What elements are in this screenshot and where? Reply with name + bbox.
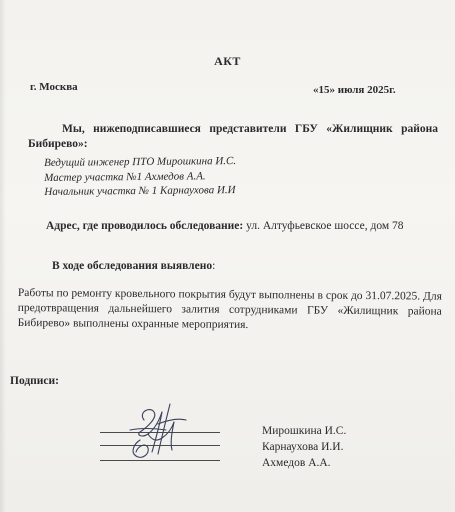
document-date: «15» июля 2025г. bbox=[313, 84, 396, 96]
findings-heading bbox=[52, 259, 215, 273]
address-value: ул. Алтуфьевское шоссе, дом 78 bbox=[246, 220, 404, 232]
members-list bbox=[44, 154, 237, 200]
address-line bbox=[46, 219, 404, 233]
document-city: г. Москва bbox=[30, 81, 78, 93]
findings-label: В ходе обследования выявлено bbox=[52, 260, 213, 272]
signatories-list bbox=[262, 424, 346, 472]
member-line: Начальник участка № 1 Карнаухова И.И bbox=[44, 184, 236, 199]
signatory-name: Мирошкина И.С. bbox=[262, 425, 347, 437]
findings-paragraph: Работы по ремонту кровельного покрытия будут выполнены в срок до 31.07.2025. Для предотвращения дальнейшего залития сотрудниками ГБУ «Жилищник района Бибирево» выполнены охранные мероприятия. bbox=[17, 286, 442, 331]
member-line: Ведущий инженер ПТО Мирошкина И.С. bbox=[44, 154, 237, 169]
signatures-label: Подписи: bbox=[10, 375, 59, 387]
signatory-name: Карнаухова И.И. bbox=[262, 440, 344, 453]
findings-colon: : bbox=[212, 260, 216, 272]
handwritten-signature bbox=[100, 398, 210, 470]
page-edge-shadow bbox=[0, 0, 6, 512]
address-label: Адрес, где проводилось обследование: bbox=[46, 220, 244, 232]
document-title: АКТ bbox=[214, 54, 241, 68]
intro-paragraph: Мы, нижеподписавшиеся представители ГБУ «Жилищник района Бибирево»: bbox=[28, 123, 438, 150]
member-line: Мастер участка №1 Ахмедов А.А. bbox=[44, 169, 206, 184]
signatory-name: Ахмедов А.А. bbox=[262, 456, 331, 469]
